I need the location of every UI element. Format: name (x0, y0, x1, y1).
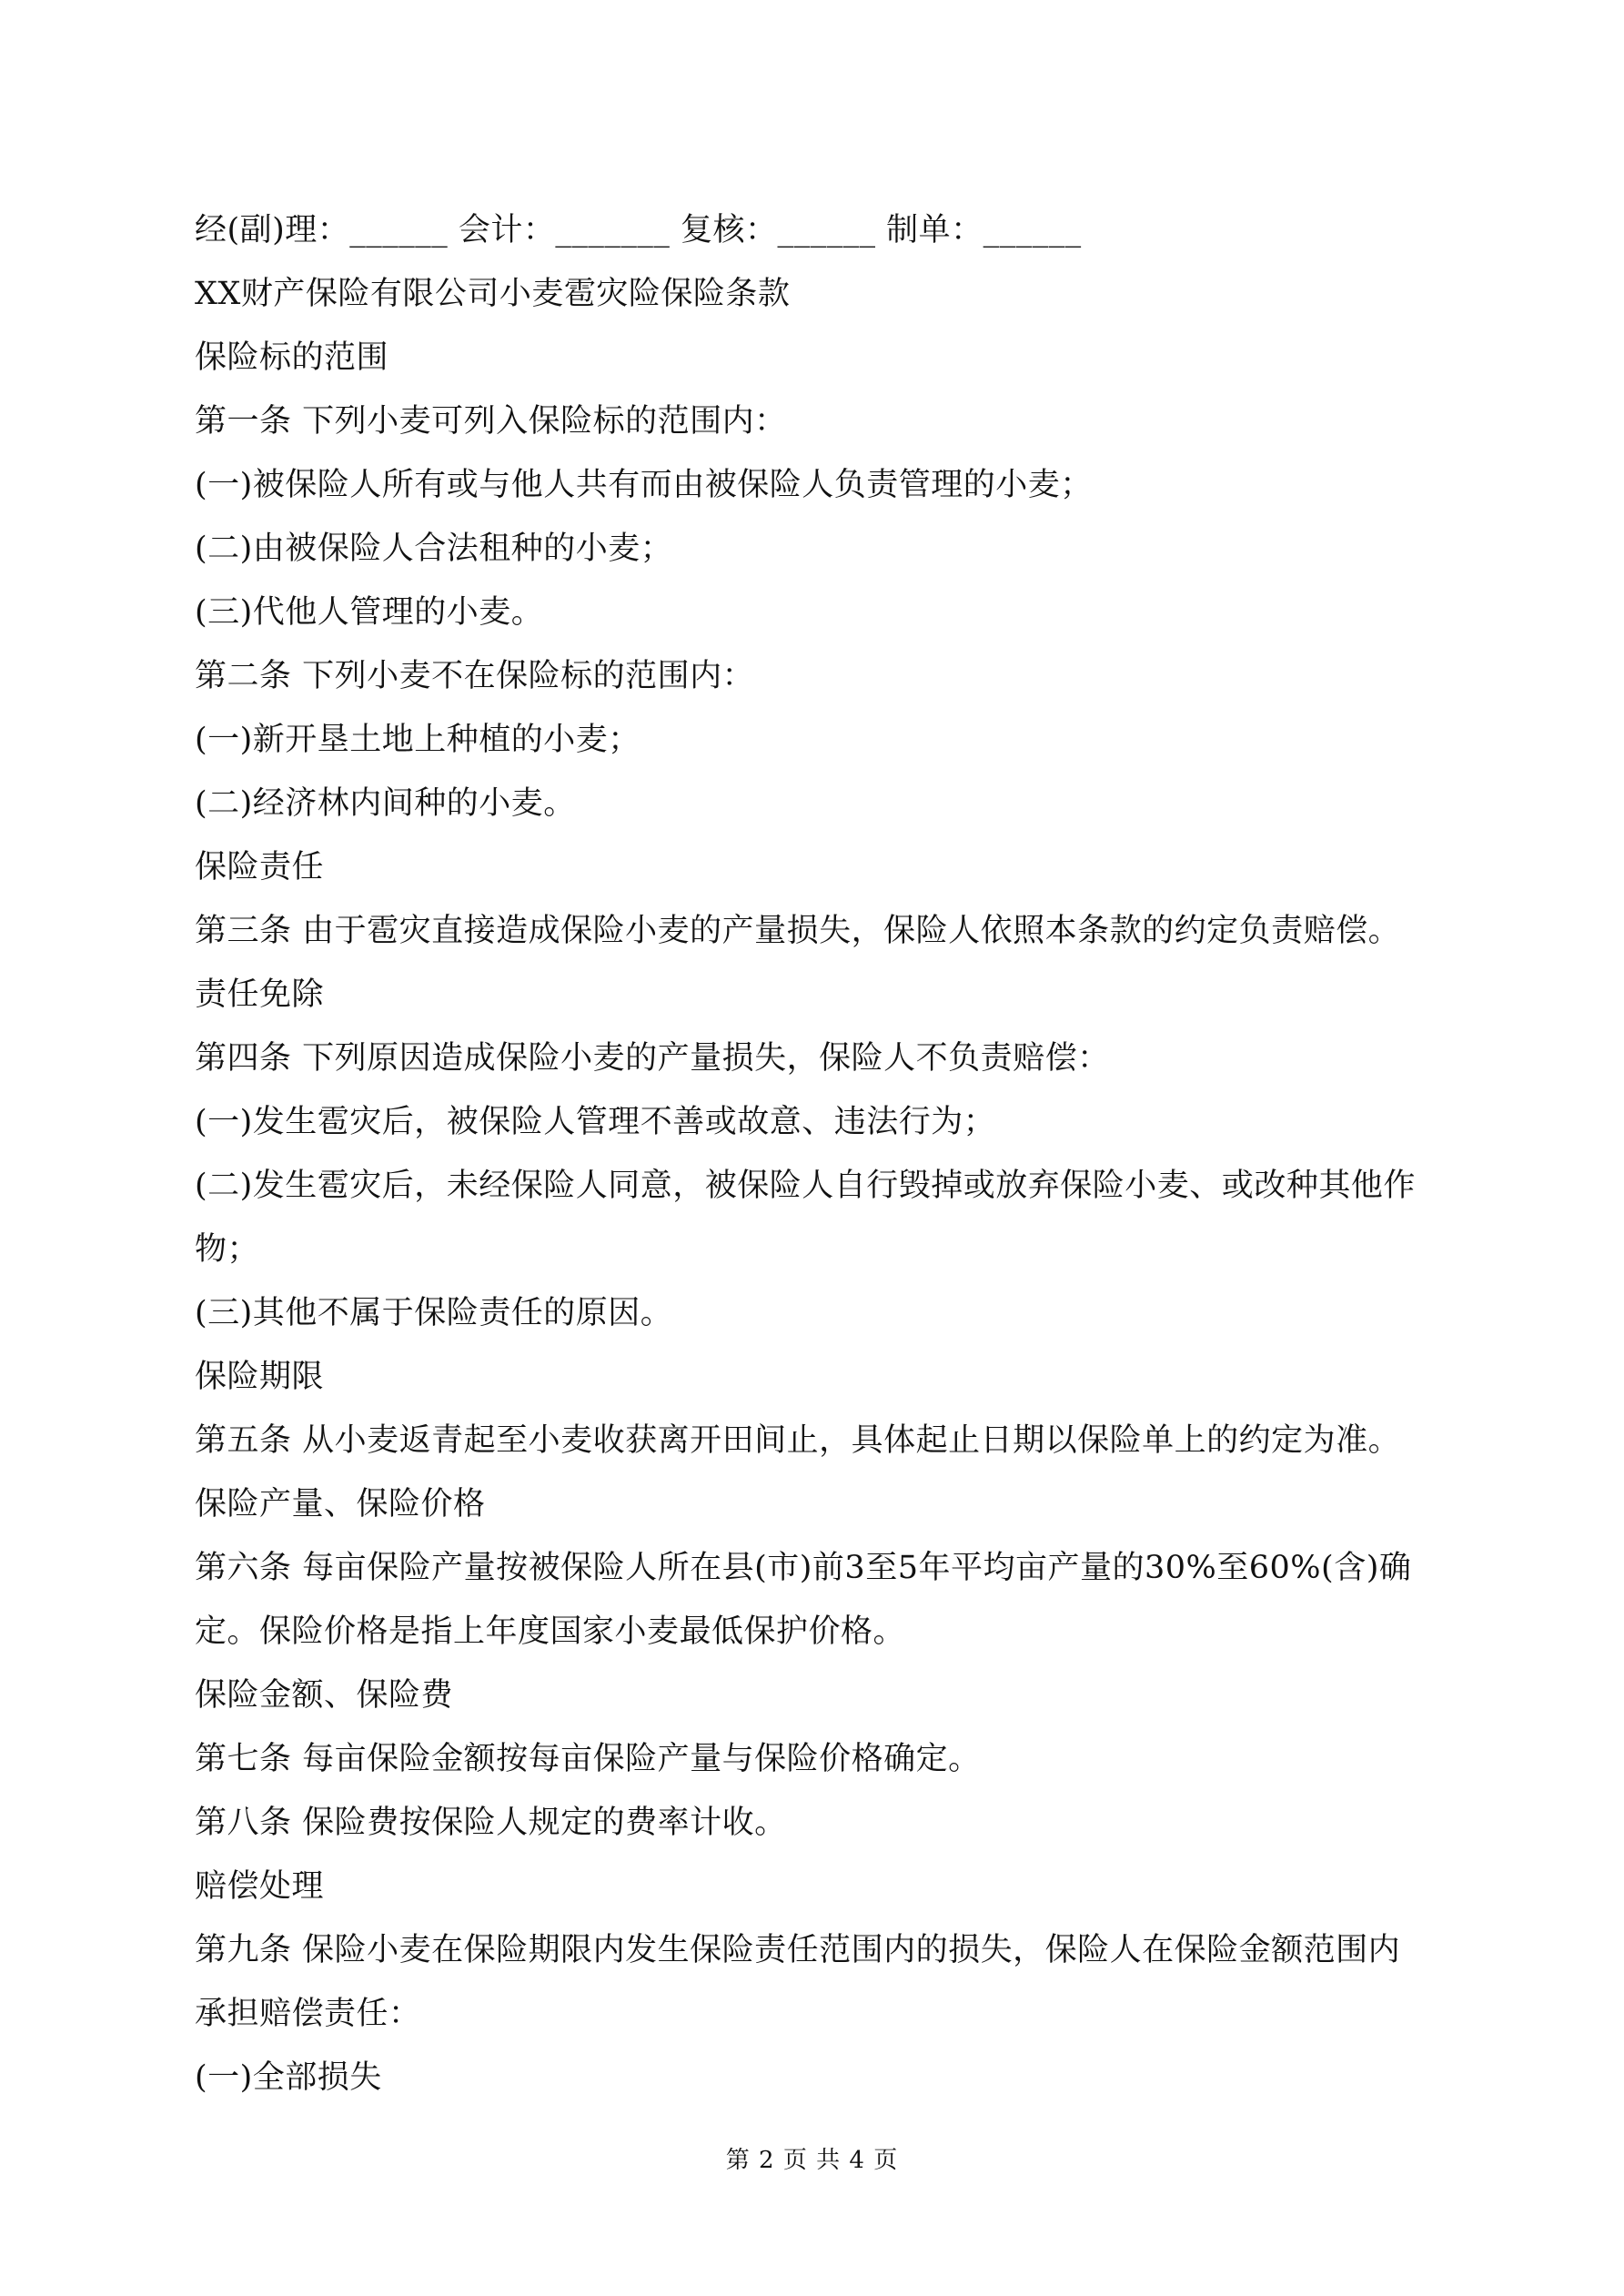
text-line: (一)新开垦土地上种植的小麦； (195, 722, 641, 758)
text-line: 第七条 每亩保险金额按每亩保险产量与保险价格确定。 (195, 1741, 981, 1777)
text-line: (三)代他人管理的小麦。 (195, 594, 544, 631)
text-line: (一)被保险人所有或与他人共有而由被保险人负责管理的小麦； (195, 467, 1093, 503)
text-line: 第五条 从小麦返青起至小麦收获离开田间止，具体起止日期以保险单上的约定为准。 (195, 1422, 1401, 1459)
section-heading: 保险标的范围 (195, 339, 389, 376)
text-line: 第一条 下列小麦可列入保险标的范围内： (195, 403, 787, 440)
text-line: 第六条 每亩保险产量按被保险人所在县(市)前3至5年平均亩产量的30%至60%(含)确 (195, 1550, 1412, 1586)
text-line: 第三条 由于雹灾直接造成保险小麦的产量损失，保险人依照本条款的约定负责赔偿。 (195, 913, 1401, 949)
text-line: (二)经济林内间种的小麦。 (195, 785, 576, 822)
text-line: 第二条 下列小麦不在保险标的范围内： (195, 658, 755, 694)
page-number-footer: 第 2 页 共 4 页 (725, 2147, 899, 2174)
text-line: 第九条 保险小麦在保险期限内发生保险责任范围内的损失，保险人在保险金额范围内 (195, 1932, 1401, 1968)
text-line: (二)发生雹灾后，未经保险人同意，被保险人自行毁掉或放弃保险小麦、或改种其他作 (195, 1168, 1416, 1204)
document-title: XX财产保险有限公司小麦雹灾险保险条款 (195, 276, 791, 312)
section-heading: 保险期限 (195, 1359, 325, 1395)
document-body (195, 198, 1450, 2109)
section-heading: 责任免除 (195, 976, 325, 1013)
text-line: 定。保险价格是指上年度国家小麦最低保护价格。 (195, 1613, 906, 1650)
text-line: 承担赔偿责任： (195, 1996, 421, 2032)
section-heading: 赔偿处理 (195, 1868, 325, 1905)
text-line: (二)由被保险人合法租种的小麦； (195, 531, 673, 567)
section-heading: 保险产量、保险价格 (195, 1486, 486, 1522)
section-heading: 保险金额、保险费 (195, 1677, 454, 1714)
text-line: 第八条 保险费按保险人规定的费率计收。 (195, 1805, 787, 1841)
text-line: 物； (195, 1231, 260, 1268)
section-heading: 保险责任 (195, 849, 325, 885)
text-line: (一)发生雹灾后，被保险人管理不善或故意、违法行为； (195, 1104, 996, 1140)
text-line: (一)全部损失 (195, 2059, 382, 2096)
text-line: 第四条 下列原因造成保险小麦的产量损失，保险人不负责赔偿： (195, 1040, 1110, 1077)
text-line: (三)其他不属于保险责任的原因。 (195, 1295, 673, 1331)
signature-line: 经(副)理：______ 会计：_______ 复核：______ 制单：______ (195, 212, 1082, 248)
